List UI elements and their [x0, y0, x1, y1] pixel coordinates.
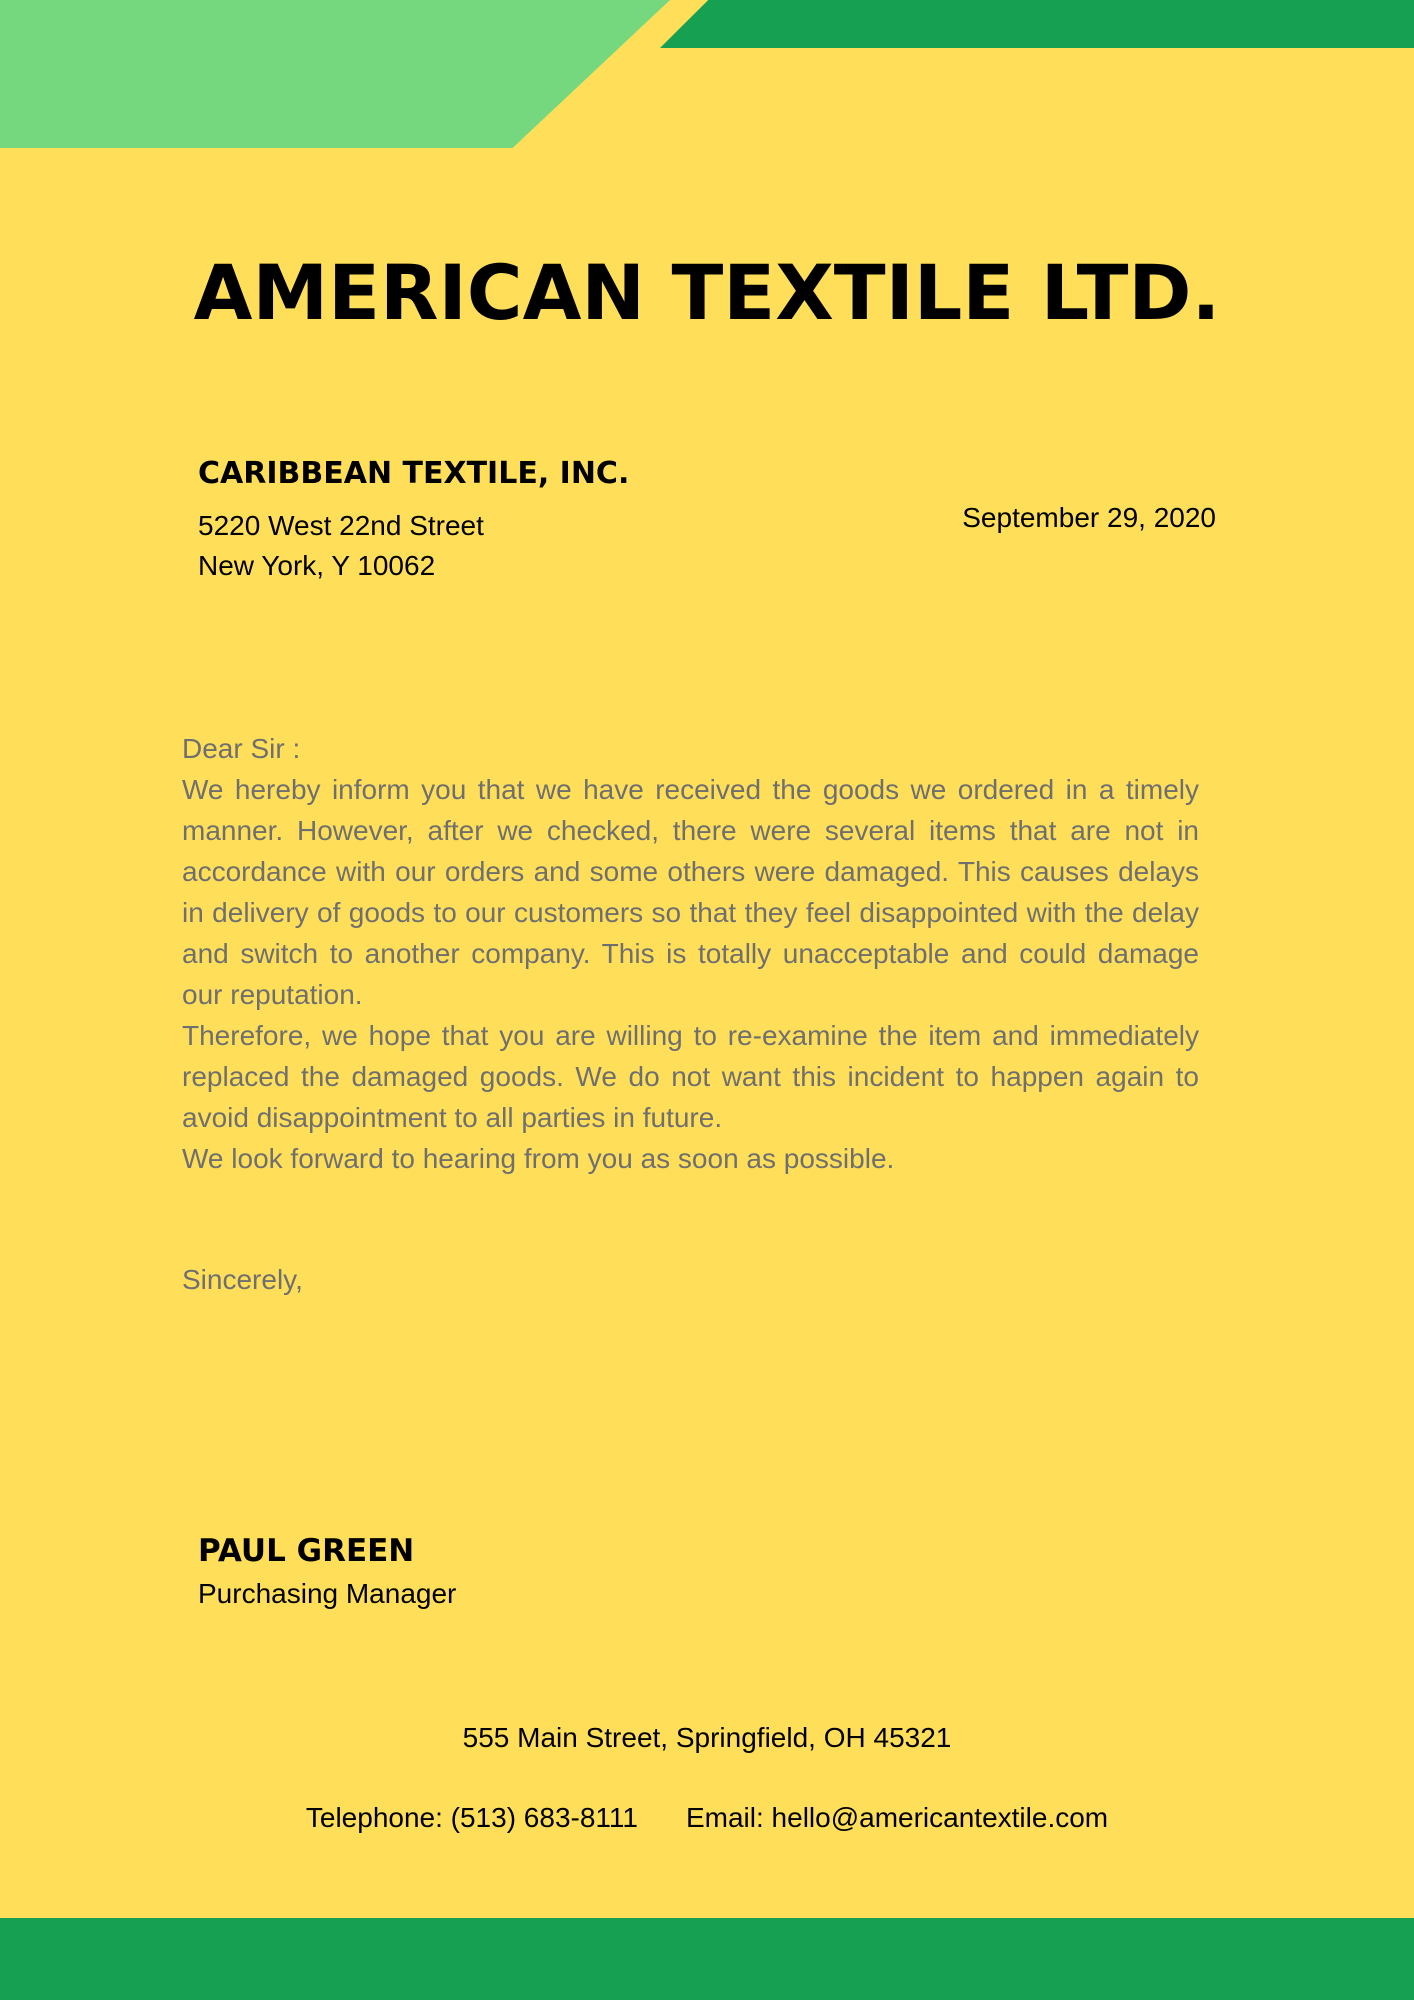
body-paragraph: We hereby inform you that we have received the goods we ordered in a timely manner. However, after we checked, there were several items that are not in accordance with our orders and some others were damaged. This causes delays in delivery of goods to our customers so that they feel disappointed with the delay and switch to another company. This is totally unacceptable and could damage our reputation. [182, 774, 1199, 1010]
footer-telephone: Telephone: (513) 683-8111 [305, 1802, 638, 1833]
salutation: Dear Sir : [182, 733, 301, 764]
letter-body [182, 728, 1199, 1179]
header-accent-light-green [0, 0, 670, 148]
recipient-address-line-2: New York, Y 10062 [198, 550, 436, 581]
body-paragraph: We look forward to hearing from you as soon as possible. [182, 1143, 895, 1174]
footer-accent-bar [0, 1918, 1414, 2000]
footer-address: 555 Main Street, Springfield, OH 45321 [462, 1722, 952, 1753]
signer-title: Purchasing Manager [198, 1578, 457, 1609]
footer-contacts [0, 1798, 1414, 1838]
recipient-block [198, 452, 629, 586]
recipient-name: CARIBBEAN TEXTILE, INC. [198, 456, 630, 491]
letter-date: September 29, 2020 [962, 502, 1216, 533]
recipient-address-line-1: 5220 West 22nd Street [198, 510, 484, 541]
body-paragraph: Therefore, we hope that you are willing to re-examine the item and immediately replaced the damaged goods. We do not want this incident to happen again to avoid disappointment to all parties in future. [182, 1020, 1199, 1133]
signature-block [198, 1528, 456, 1614]
closing: Sincerely, [182, 1264, 303, 1295]
header-accent-dark-green [660, 0, 1414, 48]
company-title: AMERICAN TEXTILE LTD. [193, 248, 1221, 337]
footer-email: Email: hello@americantextile.com [685, 1802, 1109, 1833]
signer-name: PAUL GREEN [198, 1533, 415, 1569]
